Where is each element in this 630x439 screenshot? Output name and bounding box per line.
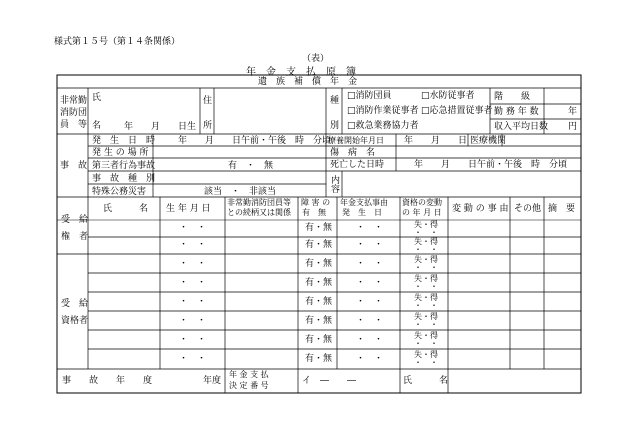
row-3-reason-date: ・ ・ — [356, 259, 384, 269]
content-label: 内容 — [329, 175, 339, 193]
row-4-lostgain-date: ・ ・ — [414, 282, 438, 291]
row-2-lostgain: 失・得 — [414, 237, 438, 246]
row-6-yesno: 有・無 — [305, 316, 333, 326]
treatment-start-label: 療養開始年月日 — [328, 136, 384, 145]
header-reason-1: 年金支払事由 — [340, 198, 388, 207]
row-5-lostgain-date: ・ ・ — [414, 301, 438, 310]
row-1-yesno: 有・無 — [305, 223, 333, 233]
service-years-unit: 年 — [568, 107, 578, 117]
decision-number-value: イ ― ― — [302, 376, 357, 386]
accident-datetime-value: 年 月 日午前・午後 時 分頃 — [178, 136, 332, 146]
third-party-value: 有 ・ 無 — [228, 161, 274, 171]
member-address-bottom: 所 — [203, 121, 213, 131]
accident-section-label: 事 故 — [60, 161, 88, 171]
row-3-lostgain-date: ・ ・ — [414, 263, 438, 272]
row-1-reason-date: ・ ・ — [356, 223, 384, 233]
member-type-fire-work[interactable]: □消防作業従事者 — [347, 106, 419, 116]
third-party-label: 第三者行為事故 — [92, 161, 156, 171]
service-years-label: 勤 務 年 数 — [494, 107, 539, 117]
member-label-1: 非常勤 — [60, 96, 88, 106]
row-8-lostgain-date: ・ ・ — [414, 358, 438, 367]
row-6-lostgain: 失・得 — [414, 312, 438, 321]
member-address-top: 住 — [203, 96, 213, 106]
row-8-reason-date: ・ ・ — [356, 354, 384, 364]
special-duty-label: 特殊公務災害 — [92, 187, 147, 197]
header-disability-1: 障 害 の — [301, 198, 331, 207]
member-type-bottom: 別 — [330, 121, 340, 131]
accident-datetime-label: 発 生 日 時 — [92, 136, 156, 146]
row-7-birth: ・ ・ — [179, 335, 207, 345]
row-6-lostgain-date: ・ ・ — [414, 320, 438, 329]
qualified-label-1: 受 給 — [61, 299, 89, 309]
header-change: 変 動 の 事 由 — [452, 204, 509, 214]
header-relation-2: との続柄又は関係 — [227, 208, 291, 217]
footer-name-label: 氏 名 — [403, 376, 449, 386]
row-2-birth: ・ ・ — [179, 240, 207, 250]
header-note: 摘 要 — [548, 204, 576, 214]
member-type-ambulance-assist[interactable]: □救急業務協力者 — [347, 121, 419, 131]
member-name-label-bottom: 名 — [92, 121, 102, 131]
death-time-value: 年 月 日午前・午後 時 分頃 — [414, 160, 568, 170]
row-5-reason-date: ・ ・ — [356, 297, 384, 307]
row-7-yesno: 有・無 — [305, 335, 333, 345]
accident-type-label: 事 故 種 別 — [92, 174, 156, 184]
death-time-label: 死亡した日時 — [330, 160, 385, 170]
row-5-yesno: 有・無 — [305, 297, 333, 307]
member-label-3: 員 等 — [60, 120, 88, 130]
header-birth: 生 年 月 日 — [166, 204, 211, 214]
header-other: その他 — [514, 204, 542, 214]
row-7-lostgain-date: ・ ・ — [414, 339, 438, 348]
row-8-lostgain: 失・得 — [414, 350, 438, 359]
header-reason-2: 発 生 日 — [342, 208, 382, 217]
special-duty-value: 該当 ・ 非該当 — [204, 187, 277, 197]
member-type-firefighter[interactable]: □消防団員 — [347, 91, 392, 101]
recipient-label-1: 受 給 — [61, 215, 89, 225]
treatment-start-value: 年 月 日 — [404, 136, 468, 146]
header-qualify-2: の 年 月 日 — [402, 208, 442, 217]
row-2-lostgain-date: ・ ・ — [414, 245, 438, 254]
page-side: （表） — [302, 54, 330, 64]
income-unit: 円 — [568, 122, 578, 132]
qualified-label-2: 資格者 — [61, 316, 89, 326]
row-7-reason-date: ・ ・ — [356, 335, 384, 345]
hospital-label: 医療機関 — [470, 136, 507, 146]
row-4-reason-date: ・ ・ — [356, 278, 384, 288]
header-disability-2: 有 無 — [302, 208, 326, 217]
row-8-birth: ・ ・ — [179, 354, 207, 364]
income-label: 収入平均日数 — [494, 122, 549, 132]
row-3-birth: ・ ・ — [179, 259, 207, 269]
member-birth: 年 月 日生 — [124, 122, 197, 132]
member-name-label-top: 氏 — [92, 93, 102, 103]
row-2-yesno: 有・無 — [305, 240, 333, 250]
recipient-label-2: 権 者 — [61, 232, 89, 242]
pension-type: 遺 族 補 償 年 金 — [258, 77, 358, 87]
row-8-yesno: 有・無 — [305, 354, 333, 364]
row-6-reason-date: ・ ・ — [356, 316, 384, 326]
row-1-lostgain-date: ・ ・ — [414, 228, 438, 237]
row-5-lostgain: 失・得 — [414, 293, 438, 302]
form-number: 様式第１５号（第１４条関係） — [54, 37, 181, 47]
injury-label: 傷 病 名 — [330, 148, 376, 158]
row-3-yesno: 有・無 — [305, 259, 333, 269]
row-1-lostgain: 失・得 — [414, 220, 438, 229]
row-4-lostgain: 失・得 — [414, 274, 438, 283]
row-2-reason-date: ・ ・ — [356, 240, 384, 250]
header-name: 氏 名 — [103, 204, 149, 214]
page-title: 年 金 支 払 原 簿 — [246, 67, 356, 78]
row-3-lostgain: 失・得 — [414, 255, 438, 264]
accident-place-label: 発 生 の 場 所 — [92, 148, 149, 158]
member-type-top: 種 — [330, 96, 340, 106]
row-6-birth: ・ ・ — [179, 316, 207, 326]
member-label-2: 消防団 — [60, 108, 88, 118]
header-relation-1: 非常勤消防団員等 — [227, 198, 291, 207]
row-1-birth: ・ ・ — [179, 223, 207, 233]
decision-number-label-2: 決 定 番 号 — [229, 381, 269, 390]
rank-label: 階 級 — [494, 92, 531, 102]
accident-year-unit: 年度 — [203, 376, 222, 386]
row-4-birth: ・ ・ — [179, 278, 207, 288]
row-4-yesno: 有・無 — [305, 278, 333, 288]
accident-year-label: 事 故 年 度 — [62, 376, 153, 386]
row-5-birth: ・ ・ — [179, 297, 207, 307]
member-type-emergency-measure[interactable]: □応急措置従事者 — [421, 106, 493, 116]
row-7-lostgain: 失・得 — [414, 331, 438, 340]
decision-number-label-1: 年 金 支 払 — [229, 370, 269, 379]
member-type-flood[interactable]: □水防従事者 — [421, 91, 475, 101]
header-qualify-1: 資格の変動 — [402, 198, 442, 207]
